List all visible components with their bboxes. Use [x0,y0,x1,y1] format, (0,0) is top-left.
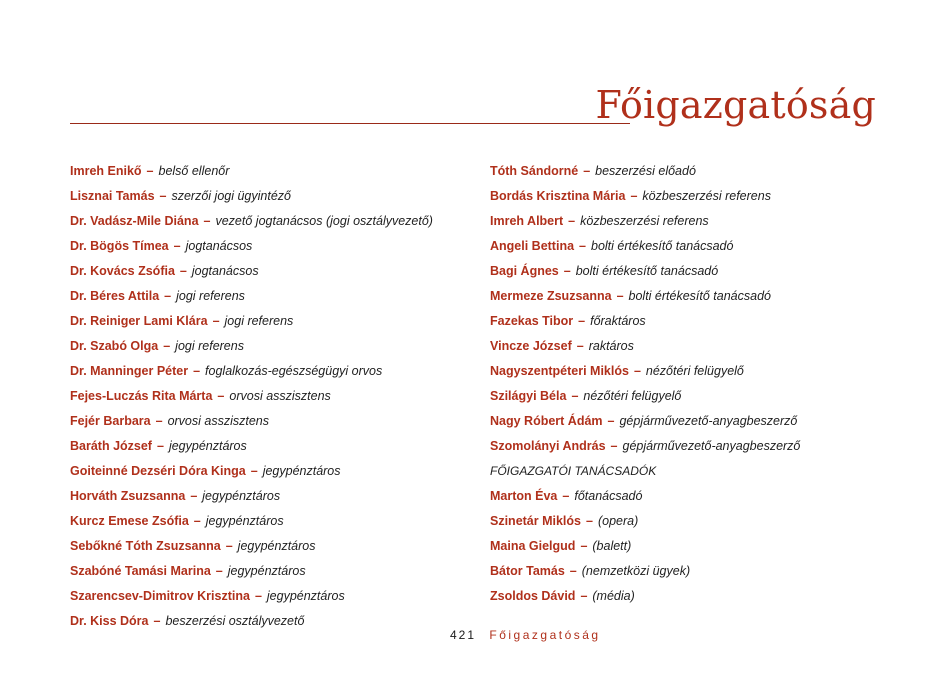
dash-separator: – [155,414,163,428]
staff-role: közbeszerzési referens [580,214,709,228]
staff-name: Fejes-Luczás Rita Márta [70,389,213,403]
dash-separator: – [580,589,588,603]
staff-entry [70,259,470,284]
dash-separator: – [203,214,211,228]
dash-separator: – [153,614,161,628]
staff-entry [490,559,890,584]
staff-name: Zsoldos Dávid [490,589,576,603]
staff-role: közbeszerzési referens [642,189,771,203]
staff-name: Fejér Barbara [70,414,151,428]
staff-role: jegypénztáros [205,514,284,528]
staff-name: Imreh Albert [490,214,564,228]
staff-name: Dr. Bögös Tímea [70,239,169,253]
staff-role: foglalkozás-egészségügyi orvos [205,364,383,378]
staff-role: raktáros [588,339,634,353]
dash-separator: – [576,339,584,353]
staff-entry [70,484,470,509]
staff-name: Bordás Krisztina Mária [490,189,626,203]
staff-name: Szabóné Tamási Marina [70,564,211,578]
staff-role: jogtanácsos [191,264,259,278]
dash-separator: – [254,589,262,603]
staff-name: Goiteinné Dezséri Dóra Kinga [70,464,246,478]
staff-entry [490,584,890,609]
staff-entry [70,309,470,334]
staff-entry [490,434,890,459]
staff-entry [490,484,890,509]
staff-name: Lisznai Tamás [70,189,155,203]
dash-separator: – [586,514,593,528]
page-number: 421 [450,628,477,642]
staff-entry [70,384,470,409]
staff-name: Kurcz Emese Zsófia [70,514,189,528]
staff-name: Szinetár Miklós [490,514,581,528]
staff-entry [490,259,890,284]
dash-separator: – [212,314,220,328]
header-rule [70,123,630,124]
staff-name: Dr. Kovács Zsófia [70,264,175,278]
staff-role: jegypénztáros [262,464,341,478]
staff-name: Dr. Vadász-Mile Diána [70,214,199,228]
staff-name: Sebőkné Tóth Zsuzsanna [70,539,221,553]
dash-separator: – [630,189,638,203]
staff-entry [490,209,890,234]
staff-entry [490,359,890,384]
staff-role: orvosi asszisztens [229,389,331,403]
staff-role: (opera) [597,514,639,528]
dash-separator: – [215,564,223,578]
staff-entry [70,359,470,384]
staff-name: Vincze József [490,339,572,353]
staff-role: főtanácsadó [574,489,643,503]
staff-entry [490,309,890,334]
dash-separator: – [146,164,154,178]
dash-separator: – [190,489,198,503]
dash-separator: – [610,439,618,453]
staff-role: jogtanácsos [185,239,253,253]
staff-role: (média) [592,589,635,603]
staff-entry [70,609,470,634]
dash-separator: – [568,214,576,228]
staff-entry [70,509,470,534]
staff-list-right [490,159,890,609]
staff-entry [490,534,890,559]
staff-role: (balett) [592,539,632,553]
staff-name: Dr. Kiss Dóra [70,614,149,628]
staff-role: orvosi asszisztens [167,414,269,428]
staff-name: Maina Gielgud [490,539,576,553]
staff-role: jegypénztáros [202,489,281,503]
staff-role: jegypénztáros [237,539,316,553]
staff-role: szerzői jogi ügyintéző [171,189,291,203]
staff-entry [70,584,470,609]
staff-list-left [70,159,470,634]
dash-separator: – [164,289,172,303]
dash-separator: – [225,539,233,553]
dash-separator: – [607,414,615,428]
staff-entry [70,534,470,559]
staff-entry [70,409,470,434]
dash-separator: – [571,389,579,403]
staff-entry [490,409,890,434]
staff-entry [70,184,470,209]
staff-entry [490,159,890,184]
staff-name: Nagyszentpéteri Miklós [490,364,629,378]
dash-separator: – [193,514,201,528]
staff-name: Bagi Ágnes [490,264,559,278]
dash-separator: – [563,264,571,278]
dash-separator: – [616,289,624,303]
staff-name: Horváth Zsuzsanna [70,489,186,503]
staff-role: jegypénztáros [227,564,306,578]
dash-separator: – [250,464,258,478]
staff-name: Szomolányi András [490,439,606,453]
staff-name: Tóth Sándorné [490,164,579,178]
staff-role: jogi referens [224,314,294,328]
page-footer [450,627,601,643]
dash-separator: – [583,164,591,178]
staff-role: jogi referens [175,339,244,353]
dash-separator: – [156,439,164,453]
staff-name: Bátor Tamás [490,564,565,578]
staff-entry [490,384,890,409]
staff-name: Nagy Róbert Ádám [490,414,603,428]
dash-separator: – [173,239,181,253]
staff-entry [70,434,470,459]
dash-separator: – [179,264,187,278]
staff-entry [70,459,470,484]
dash-separator: – [159,189,167,203]
dash-separator: – [562,489,570,503]
dash-separator: – [163,339,171,353]
staff-role: beszerzési osztályvezető [165,614,305,628]
page-title: Főigazgatóság [595,83,876,127]
running-title: Főigazgatóság [489,628,601,642]
staff-name: Szarencsev-Dimitrov Krisztina [70,589,250,603]
staff-role: vezető jogtanácsos (jogi osztályvezető) [215,214,433,228]
staff-name: Dr. Manninger Péter [70,364,189,378]
staff-role: bolti értékesítő tanácsadó [628,289,771,303]
staff-name: Mermeze Zsuzsanna [490,289,612,303]
staff-role: bolti értékesítő tanácsadó [575,264,719,278]
dash-separator: – [580,539,588,553]
staff-name: Dr. Reiniger Lami Klára [70,314,208,328]
dash-separator: – [193,364,201,378]
staff-entry [490,509,890,534]
dash-separator: – [578,314,586,328]
staff-name: Baráth József [70,439,152,453]
staff-name: Dr. Béres Attila [70,289,160,303]
staff-role: gépjárművezető-anyagbeszerző [622,439,801,453]
advisors-heading: FŐIGAZGATÓI TANÁCSADÓK [490,464,657,478]
staff-entry [70,159,470,184]
staff-name: Fazekas Tibor [490,314,574,328]
staff-entry [70,559,470,584]
staff-name: Imreh Enikő [70,164,142,178]
staff-name: Dr. Szabó Olga [70,339,159,353]
staff-entry [70,234,470,259]
staff-entry [490,334,890,359]
staff-name: Marton Éva [490,489,558,503]
staff-entry [70,284,470,309]
staff-role: belső ellenőr [158,164,230,178]
dash-separator: – [633,364,641,378]
staff-name: Angeli Bettina [490,239,575,253]
staff-role: (nemzetközi ügyek) [581,564,691,578]
staff-role: gépjárművezető-anyagbeszerző [619,414,798,428]
dash-separator: – [569,564,577,578]
staff-role: főraktáros [590,314,646,328]
dash-separator: – [217,389,225,403]
staff-role: jegypénztáros [266,589,345,603]
staff-entry [490,284,890,309]
staff-role: nézőtéri felügyelő [645,364,744,378]
staff-entry [70,334,470,359]
dash-separator: – [579,239,586,253]
staff-role: nézőtéri felügyelő [583,389,682,403]
staff-role: bolti értékesítő tanácsadó [591,239,734,253]
staff-name: Szilágyi Béla [490,389,567,403]
staff-entry [70,209,470,234]
staff-entry [490,184,890,209]
staff-role: jegypénztáros [168,439,247,453]
staff-role: jogi referens [176,289,245,303]
staff-entry [490,234,890,259]
staff-role: beszerzési előadó [595,164,696,178]
